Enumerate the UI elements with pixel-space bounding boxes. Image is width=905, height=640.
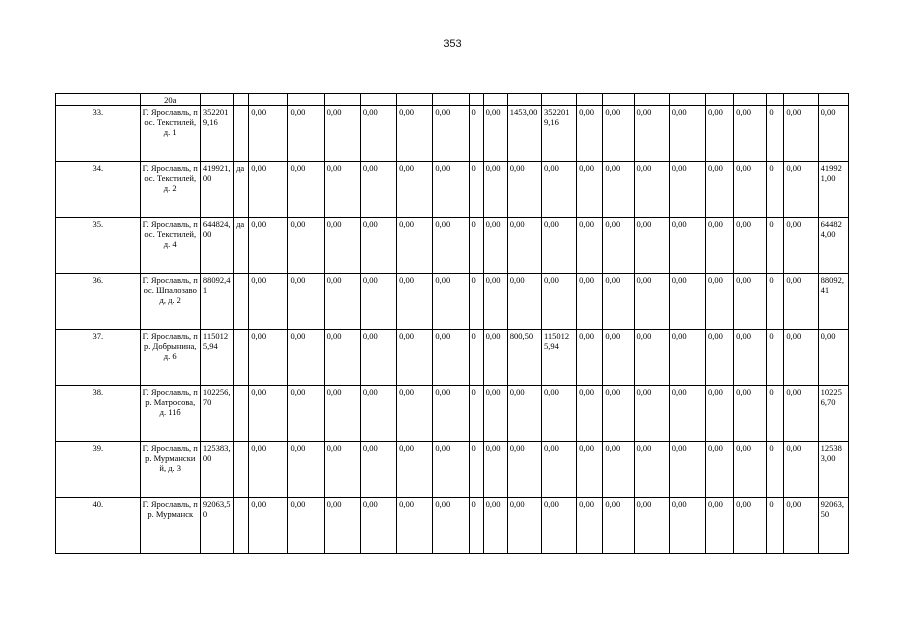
cell-address: Г. Ярославль, пр. Добрынина, д. 6 [140,330,200,386]
cell-v13: 0,00 [634,274,669,330]
cell-v13: 0,00 [634,442,669,498]
cell-num: 38. [56,386,141,442]
cell-v2: 0,00 [288,442,324,498]
cell-flag [234,330,249,386]
cell-v2: 0,00 [288,330,324,386]
cell-v9: 0,00 [507,442,541,498]
cell-v17: 0 [767,218,784,274]
cell-v16: 0,00 [734,330,767,386]
cell-v3: 0,00 [324,162,360,218]
cell-v6: 0,00 [433,330,469,386]
cell-address: Г. Ярославль, пр. Мурманск [140,498,200,554]
cell-v15: 0,00 [705,442,733,498]
cell-v3: 0,00 [324,274,360,330]
cell-v8: 0,00 [483,106,507,162]
cell-v18: 0,00 [784,498,818,554]
cell-v5: 0,00 [397,442,433,498]
cell-total: 88092,41 [200,274,233,330]
cell-v14: 0,00 [669,442,705,498]
cell-v12: 0,00 [603,162,634,218]
cell-v10: 0,00 [541,386,576,442]
cell-total: 102256,70 [200,386,233,442]
cell-v18: 0,00 [784,386,818,442]
cell-v4: 0,00 [360,442,396,498]
registry-table [55,93,849,554]
cell-v1: 0,00 [249,106,288,162]
cell-v2: 0,00 [288,106,324,162]
cell-v10: 0,00 [541,442,576,498]
cell-v3: 0,00 [324,106,360,162]
cell-v17: 0 [767,330,784,386]
table-row [56,498,849,554]
cell-v6: 0,00 [433,386,469,442]
cell-v14: 0,00 [669,162,705,218]
cell-v11: 0,00 [577,274,603,330]
cell-v19: 0,00 [818,106,848,162]
cell-v5: 0,00 [397,498,433,554]
cell-v19: 125383,00 [818,442,848,498]
cell-v18: 0,00 [784,442,818,498]
cell-v9: 0,00 [507,162,541,218]
cell-v10: 0,00 [541,162,576,218]
cell-v18: 0,00 [784,106,818,162]
cell-v7: 0 [469,106,483,162]
cell-flag [234,106,249,162]
cell-v10: 1150125,94 [541,330,576,386]
table-row [56,442,849,498]
cell-flag: да [234,162,249,218]
cell-address: 20а [140,94,200,106]
cell-v10: 0,00 [541,218,576,274]
cell-v1: 0,00 [249,386,288,442]
cell-v16: 0,00 [734,442,767,498]
cell-v14: 0,00 [669,498,705,554]
cell-v19: 92063,50 [818,498,848,554]
cell-v12: 0,00 [603,498,634,554]
cell-total: 644824,00 [200,218,233,274]
cell-v10: 0,00 [541,498,576,554]
cell-v7: 0 [469,330,483,386]
cell-v3: 0,00 [324,218,360,274]
cell-address: Г. Ярославль, пос. Текстилей, д. 1 [140,106,200,162]
cell-v19: 0,00 [818,330,848,386]
cell-v7: 0 [469,442,483,498]
cell-v13: 0,00 [634,498,669,554]
cell-address: Г. Ярославль, пос. Текстилей, д. 4 [140,218,200,274]
cell-flag: да [234,218,249,274]
cell-v12: 0,00 [603,386,634,442]
cell-v6: 0,00 [433,162,469,218]
cell-v14: 0,00 [669,106,705,162]
cell-v18: 0,00 [784,218,818,274]
cell-total: 1150125,94 [200,330,233,386]
cell-num: 34. [56,162,141,218]
cell-flag [234,442,249,498]
table-row [56,386,849,442]
cell-v15: 0,00 [705,330,733,386]
cell-v19: 88092,41 [818,274,848,330]
cell-v13: 0,00 [634,106,669,162]
cell-flag [234,498,249,554]
cell-v3: 0,00 [324,386,360,442]
cell-v6: 0,00 [433,106,469,162]
cell-address: Г. Ярославль, пос. Шпалозавод, д. 2 [140,274,200,330]
cell-v18: 0,00 [784,330,818,386]
cell-v8: 0,00 [483,162,507,218]
cell-v11: 0,00 [577,218,603,274]
cell-v13: 0,00 [634,162,669,218]
cell-v8: 0,00 [483,274,507,330]
cell-v18: 0,00 [784,162,818,218]
cell-v11: 0,00 [577,442,603,498]
cell-v16: 0,00 [734,498,767,554]
cell-v7: 0 [469,274,483,330]
cell-v8: 0,00 [483,442,507,498]
cell-v12: 0,00 [603,106,634,162]
cell-v8: 0,00 [483,498,507,554]
cell-total: 125383,00 [200,442,233,498]
cell-v17: 0 [767,162,784,218]
cell-v1: 0,00 [249,274,288,330]
cell-v1: 0,00 [249,330,288,386]
cell-v14: 0,00 [669,386,705,442]
cell-v16: 0,00 [734,218,767,274]
cell-v17: 0 [767,386,784,442]
cell-v6: 0,00 [433,498,469,554]
cell-v5: 0,00 [397,162,433,218]
cell-v1: 0,00 [249,498,288,554]
cell-v2: 0,00 [288,218,324,274]
cell-v1: 0,00 [249,442,288,498]
cell-v14: 0,00 [669,218,705,274]
cell-v10: 3522019,16 [541,106,576,162]
cell-v17: 0 [767,498,784,554]
page-number: 353 [443,38,462,50]
cell-v13: 0,00 [634,218,669,274]
cell-address: Г. Ярославль, пр. Матросова, д. 11б [140,386,200,442]
cell-num: 37. [56,330,141,386]
cell-total: 419921,00 [200,162,233,218]
cell-v4: 0,00 [360,386,396,442]
cell-v5: 0,00 [397,218,433,274]
table-row [56,218,849,274]
table-row [56,330,849,386]
cell-v15: 0,00 [705,386,733,442]
cell-v11: 0,00 [577,498,603,554]
cell-num: 40. [56,498,141,554]
cell-total: 92063,50 [200,498,233,554]
cell-v8: 0,00 [483,218,507,274]
cell-v6: 0,00 [433,274,469,330]
cell-v9: 800,50 [507,330,541,386]
cell-v12: 0,00 [603,330,634,386]
cell-v12: 0,00 [603,442,634,498]
cell-v4: 0,00 [360,274,396,330]
cell-flag [234,274,249,330]
cell-v6: 0,00 [433,218,469,274]
cell-v3: 0,00 [324,498,360,554]
cell-v9: 1453,00 [507,106,541,162]
cell-v12: 0,00 [603,218,634,274]
cell-v11: 0,00 [577,330,603,386]
cell-v14: 0,00 [669,274,705,330]
cell-num [56,94,141,106]
cell-v14: 0,00 [669,330,705,386]
cell-total: 3522019,16 [200,106,233,162]
cell-v16: 0,00 [734,162,767,218]
cell-v4: 0,00 [360,106,396,162]
table-row [56,162,849,218]
cell-v4: 0,00 [360,498,396,554]
cell-v2: 0,00 [288,162,324,218]
cell-v13: 0,00 [634,386,669,442]
cell-v19: 644824,00 [818,218,848,274]
cell-v15: 0,00 [705,162,733,218]
cell-v7: 0 [469,162,483,218]
cell-num: 35. [56,218,141,274]
cell-v7: 0 [469,218,483,274]
cell-v4: 0,00 [360,218,396,274]
cell-v4: 0,00 [360,330,396,386]
cell-v7: 0 [469,498,483,554]
cell-v3: 0,00 [324,442,360,498]
cell-v6: 0,00 [433,442,469,498]
cell-v2: 0,00 [288,386,324,442]
table-row [56,274,849,330]
cell-v3: 0,00 [324,330,360,386]
cell-v9: 0,00 [507,218,541,274]
cell-v5: 0,00 [397,330,433,386]
cell-v9: 0,00 [507,386,541,442]
cell-v5: 0,00 [397,106,433,162]
cell-v13: 0,00 [634,330,669,386]
cell-v16: 0,00 [734,106,767,162]
cell-v15: 0,00 [705,498,733,554]
table-row-continuation [56,94,849,106]
cell-num: 39. [56,442,141,498]
cell-v15: 0,00 [705,274,733,330]
cell-v1: 0,00 [249,162,288,218]
cell-v11: 0,00 [577,386,603,442]
cell-v5: 0,00 [397,274,433,330]
cell-v17: 0 [767,274,784,330]
cell-v16: 0,00 [734,386,767,442]
cell-v8: 0,00 [483,330,507,386]
cell-v4: 0,00 [360,162,396,218]
cell-v17: 0 [767,442,784,498]
cell-v19: 102256,70 [818,386,848,442]
cell-v18: 0,00 [784,274,818,330]
cell-v16: 0,00 [734,274,767,330]
cell-v7: 0 [469,386,483,442]
cell-num: 36. [56,274,141,330]
cell-flag [234,386,249,442]
cell-v2: 0,00 [288,498,324,554]
cell-v19: 419921,00 [818,162,848,218]
cell-v11: 0,00 [577,106,603,162]
cell-v10: 0,00 [541,274,576,330]
cell-v5: 0,00 [397,386,433,442]
cell-v2: 0,00 [288,274,324,330]
cell-v9: 0,00 [507,274,541,330]
table-row [56,106,849,162]
cell-address: Г. Ярославль, пос. Текстилей, д. 2 [140,162,200,218]
cell-v9: 0,00 [507,498,541,554]
cell-v12: 0,00 [603,274,634,330]
cell-v1: 0,00 [249,218,288,274]
cell-v15: 0,00 [705,218,733,274]
cell-num: 33. [56,106,141,162]
cell-address: Г. Ярославль, пр. Мурманский, д. 3 [140,442,200,498]
cell-v8: 0,00 [483,386,507,442]
cell-v11: 0,00 [577,162,603,218]
cell-v15: 0,00 [705,106,733,162]
cell-v17: 0 [767,106,784,162]
